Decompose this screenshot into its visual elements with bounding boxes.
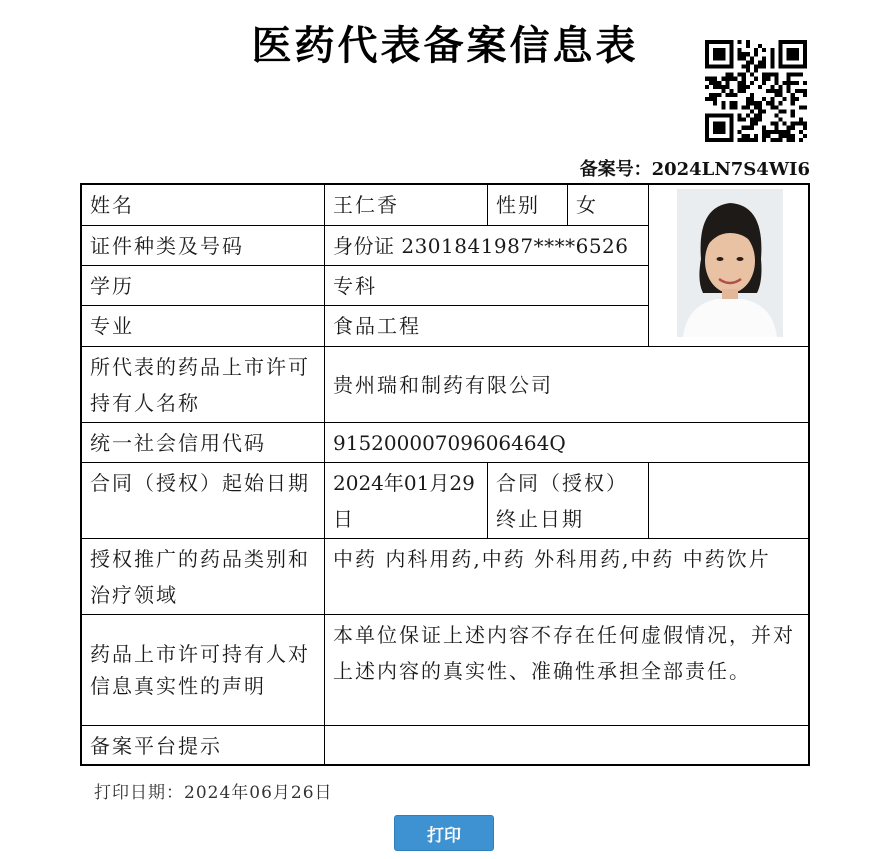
record-number — [580, 155, 810, 181]
page-title: 医药代表备案信息表 — [251, 23, 639, 69]
name-value: 王仁香 — [325, 185, 488, 226]
holder-value: 贵州瑞和制药有限公司 — [325, 347, 810, 423]
id-label: 证件种类及号码 — [82, 226, 325, 266]
contract-start-label: 合同（授权）起始日期 — [82, 463, 325, 539]
contract-end-label: 合同（授权）终止日期 — [488, 463, 649, 539]
holder-label: 所代表的药品上市许可持有人名称 — [82, 347, 325, 423]
credit-label: 统一社会信用代码 — [82, 423, 325, 463]
photo-cell — [649, 185, 810, 347]
major-value: 食品工程 — [325, 306, 649, 347]
gender-label: 性别 — [488, 185, 568, 226]
contract-end-value — [649, 463, 810, 539]
category-value: 中药 内科用药,中药 外科用药,中药 中药饮片 — [325, 539, 810, 615]
record-number-value: 2024LN7S4WI6 — [651, 159, 810, 180]
print-date: 打印日期：2024年06月26日 — [94, 783, 333, 803]
id-value: 身份证 2301841987****6526 — [325, 226, 649, 266]
platform-note-label: 备案平台提示 — [82, 726, 325, 766]
credit-value: 91520000709606464Q — [325, 423, 810, 463]
declaration-value: 本单位保证上述内容不存在任何虚假情况，并对上述内容的真实性、准确性承担全部责任。 — [325, 615, 810, 726]
platform-note-value — [325, 726, 810, 766]
education-value: 专科 — [325, 266, 649, 306]
portrait-photo — [677, 189, 783, 337]
declaration-label: 药品上市许可持有人对信息真实性的声明 — [82, 615, 325, 726]
education-label: 学历 — [82, 266, 325, 306]
contract-start-value: 2024年01月29日 — [325, 463, 488, 539]
info-table — [80, 183, 810, 766]
major-label: 专业 — [82, 306, 325, 347]
record-number-label: 备案号： — [579, 159, 652, 180]
gender-value: 女 — [568, 185, 649, 226]
category-label: 授权推广的药品类别和治疗领域 — [82, 539, 325, 615]
print-button[interactable]: 打印 — [394, 815, 494, 851]
name-label: 姓名 — [82, 185, 325, 226]
qr-code-image — [705, 40, 807, 142]
